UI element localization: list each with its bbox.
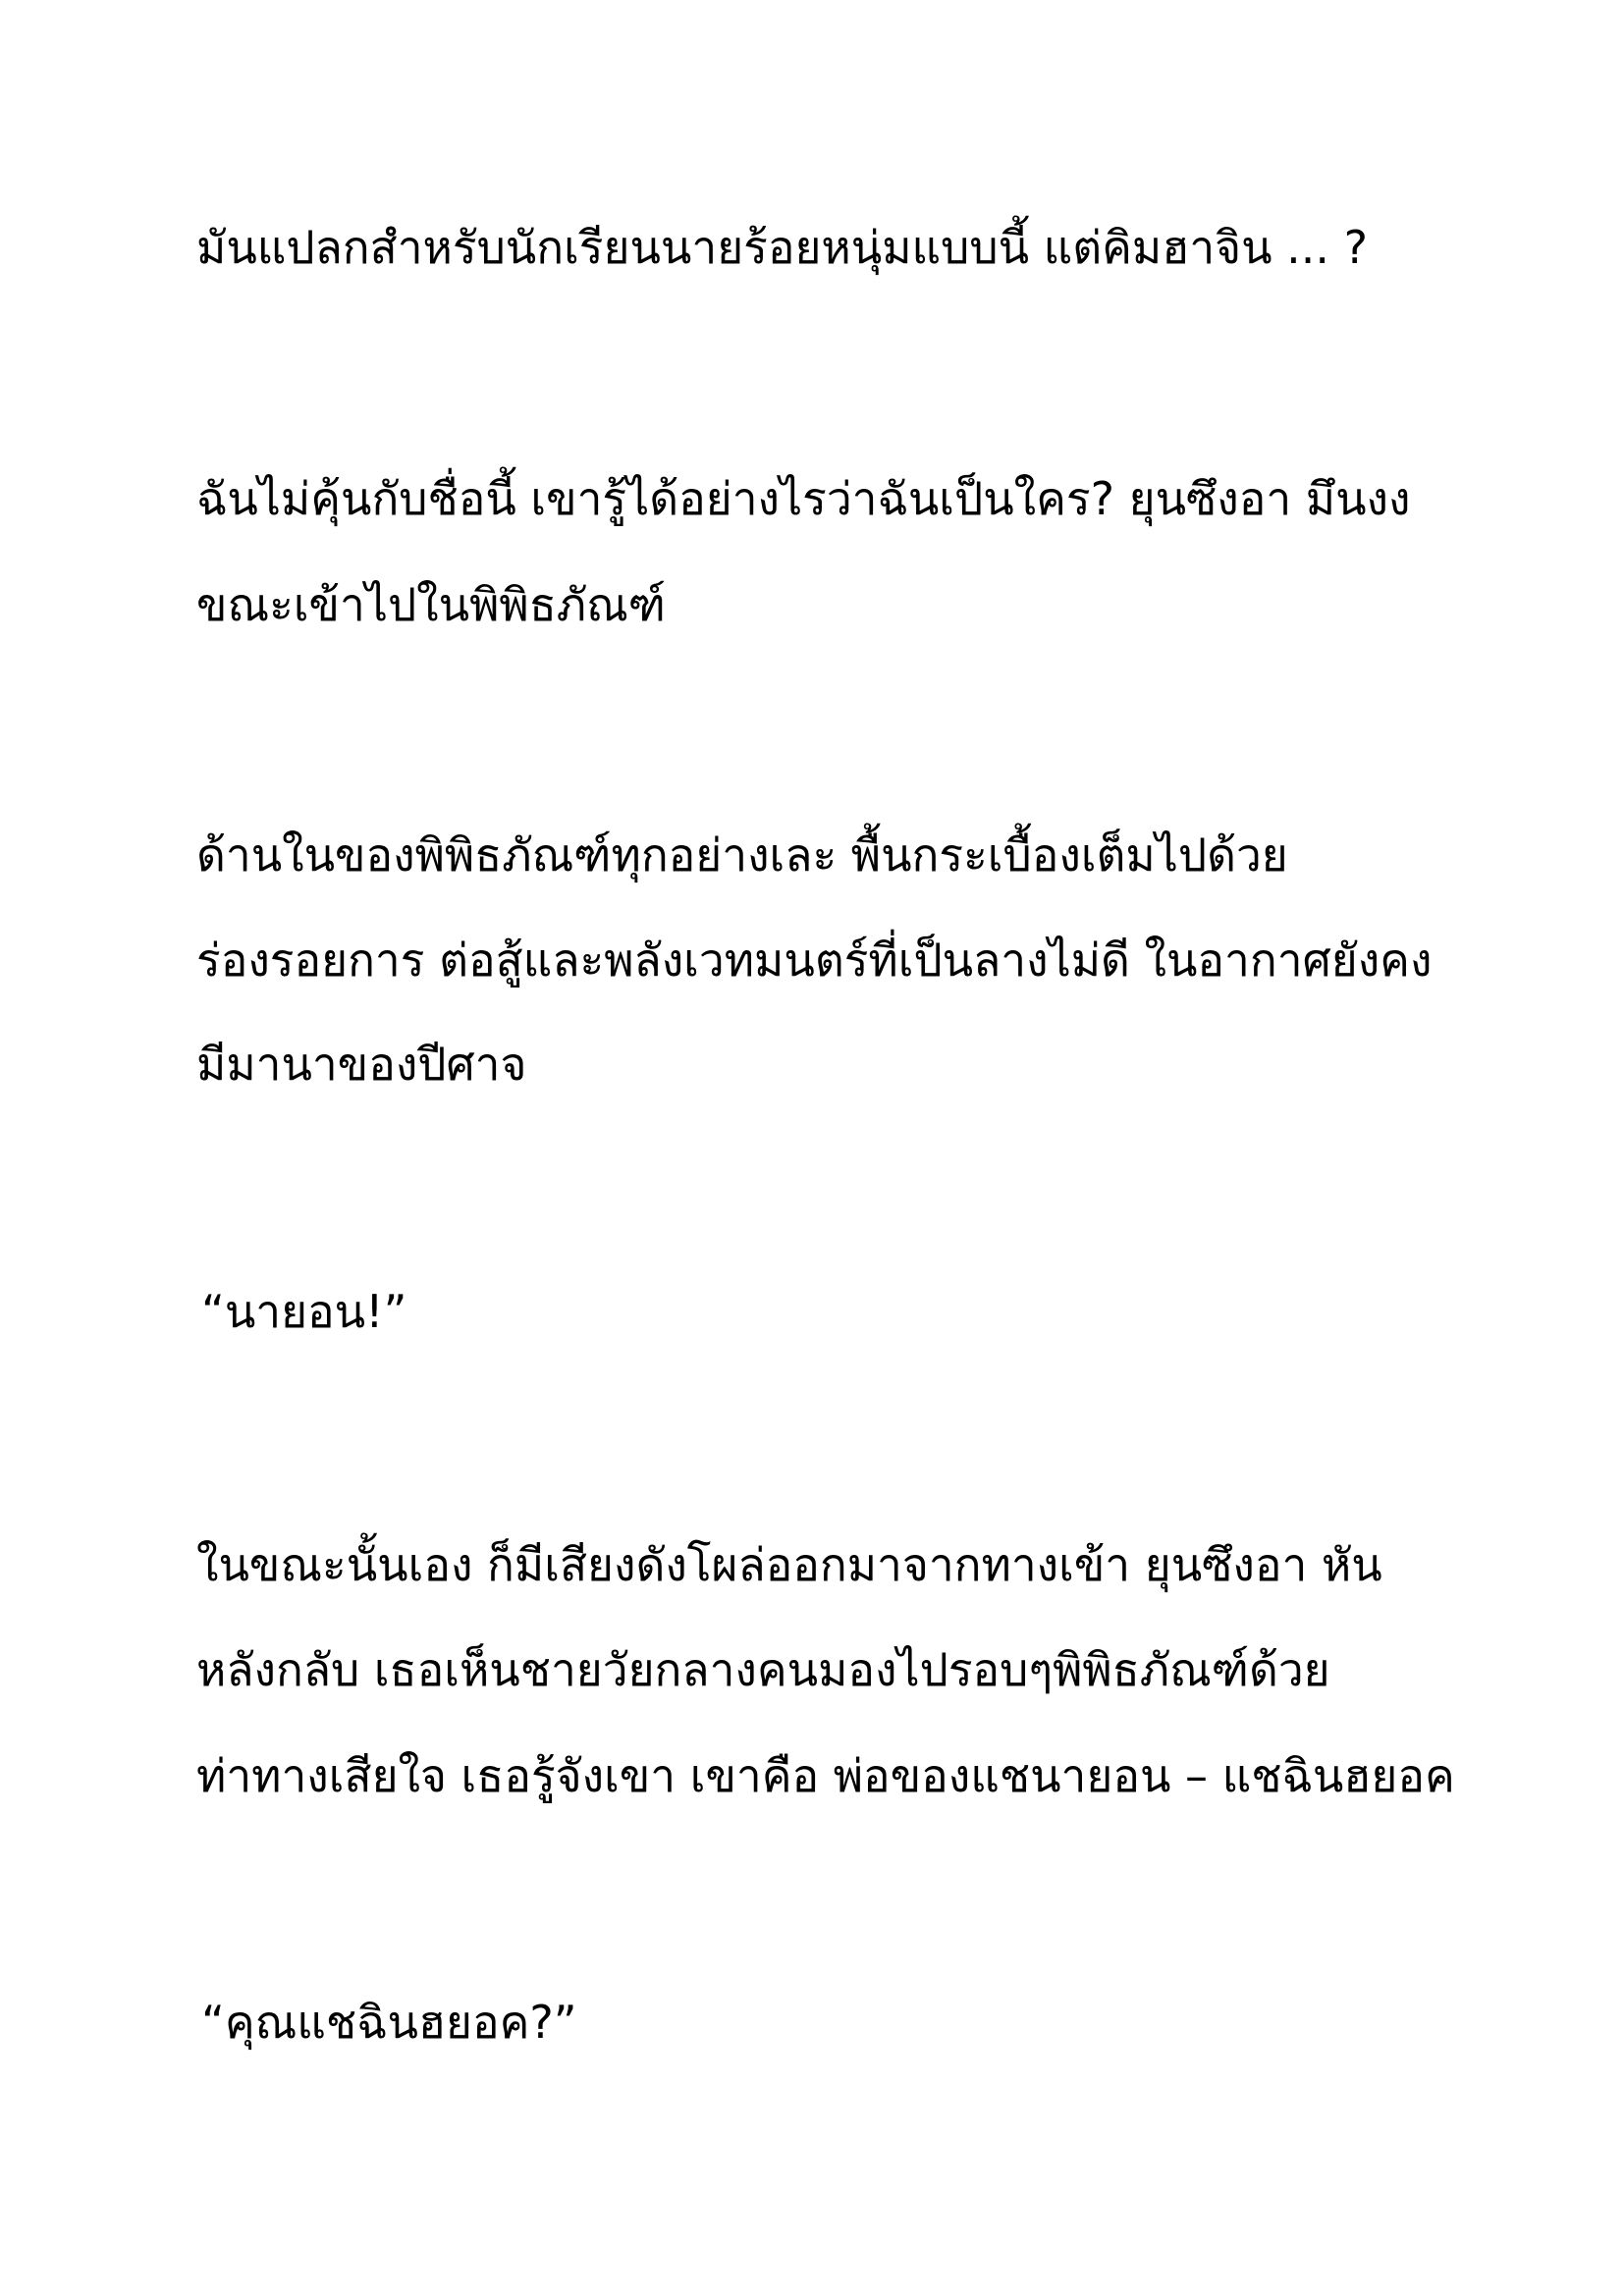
paragraph-5-line-2: หลังกลับ เธอเห็นชายวัยกลางคนมองไปรอบๆพิพิธภัณฑ์ด้วย	[196, 1643, 1330, 1696]
paragraph-5-line-3: ท่าทางเสียใจ เธอรู้จังเขา เขาคือ พ่อของแชนายอน – แชฉินฮยอค	[196, 1749, 1455, 1802]
paragraph-3-line-2: ร่องรอยการ ต่อสู้และพลังเวทมนตร์ที่เป็นลางไม่ดี ในอากาศยังคง	[196, 934, 1433, 987]
paragraph-4-line-1: “นายอน!”	[201, 1285, 407, 1338]
paragraph-2-line-2: ขณะเข้าไปในพิพิธภัณฑ์	[196, 578, 666, 631]
paragraph-6-line-1: “คุณแชฉินฮยอค?”	[201, 1996, 577, 2049]
paragraph-2-line-1: ฉันไม่คุ้นกับชื่อนี้ เขารู้ได้อย่างไรว่าฉันเป็นใคร? ยุนซึงอา มึนงง	[196, 472, 1411, 525]
paragraph-3-line-1: ด้านในของพิพิธภัณฑ์ทุกอย่างเละ พื้นกระเบื้องเต็มไปด้วย	[196, 828, 1288, 881]
paragraph-3-line-3: มีมานาของปีศาจ	[196, 1038, 527, 1091]
paragraph-1-line-1: มันแปลกสำหรับนักเรียนนายร้อยหนุ่มแบบนี้ แต่คิมฮาจิน ... ?	[196, 221, 1369, 274]
paragraph-5-line-1: ในขณะนั้นเอง ก็มีเสียงดังโผล่ออกมาจากทางเข้า ยุนซึงอา หัน	[196, 1538, 1382, 1591]
